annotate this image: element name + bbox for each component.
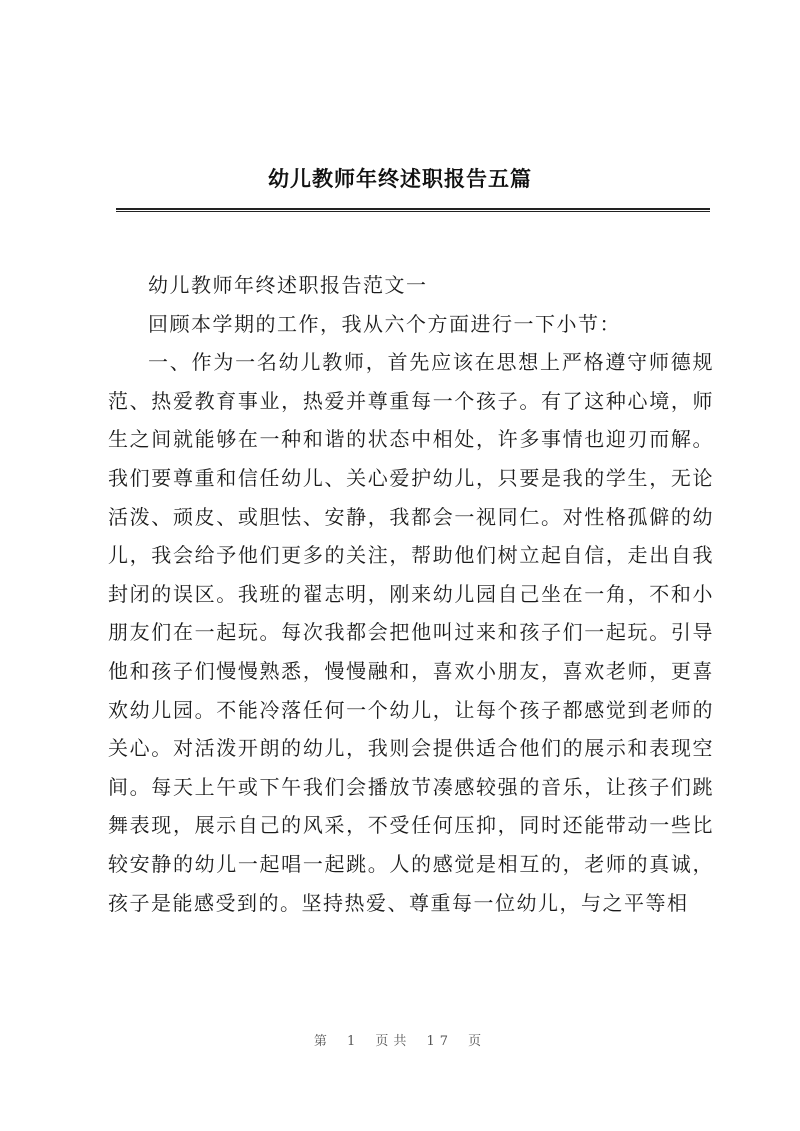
body-paragraph: 一、作为一名幼儿教师，首先应该在思想上严格遵守师德规范、热爱教育事业，热爱并尊重每一个孩子。有了这种心境，师生之间就能够在一种和谐的状态中相处，许多事情也迎刃而解。我们要尊重和信任幼儿、关心爱护幼儿，只要是我的学生，无论活泼、顽皮、或胆怯、安静，我都会一视同仁。对性格孤僻的幼儿，我会给予他们更多的关注，帮助他们树立起自信，走出自我封闭的误区。我班的翟志明，刚来幼儿园自己坐在一角，不和小朋友们在一起玩。每次我都会把他叫过来和孩子们一起玩。引导他和孩子们慢慢熟悉，慢慢融和，喜欢小朋友，喜欢老师，更喜欢幼儿园。不能冷落任何一个幼儿，让每个孩子都感觉到老师的关心。对活泼开朗的幼儿，我则会提供适合他们的展示和表现空间。每天上午或下午我们会播放节凑感较强的音乐，让孩子们跳舞表现，展示自己的风采，不受任何压抑，同时还能带动一些比较安静的幼儿一起唱一起跳。人的感觉是相互的，老师的真诚，孩子是能感受到的。坚持热爱、尊重每一位幼儿，与之平等相 [108,350,714,915]
title-divider [116,208,710,212]
document-body [108,266,714,922]
intro-paragraph: 回顾本学期的工作，我从六个方面进行一下小节： [148,311,621,336]
page-title: 幼儿教师年终述职报告五篇 [268,166,532,191]
section-heading: 幼儿教师年终述职报告范文一 [148,273,428,297]
page-number-footer: 第 1 页共 17 页 [313,1034,487,1049]
